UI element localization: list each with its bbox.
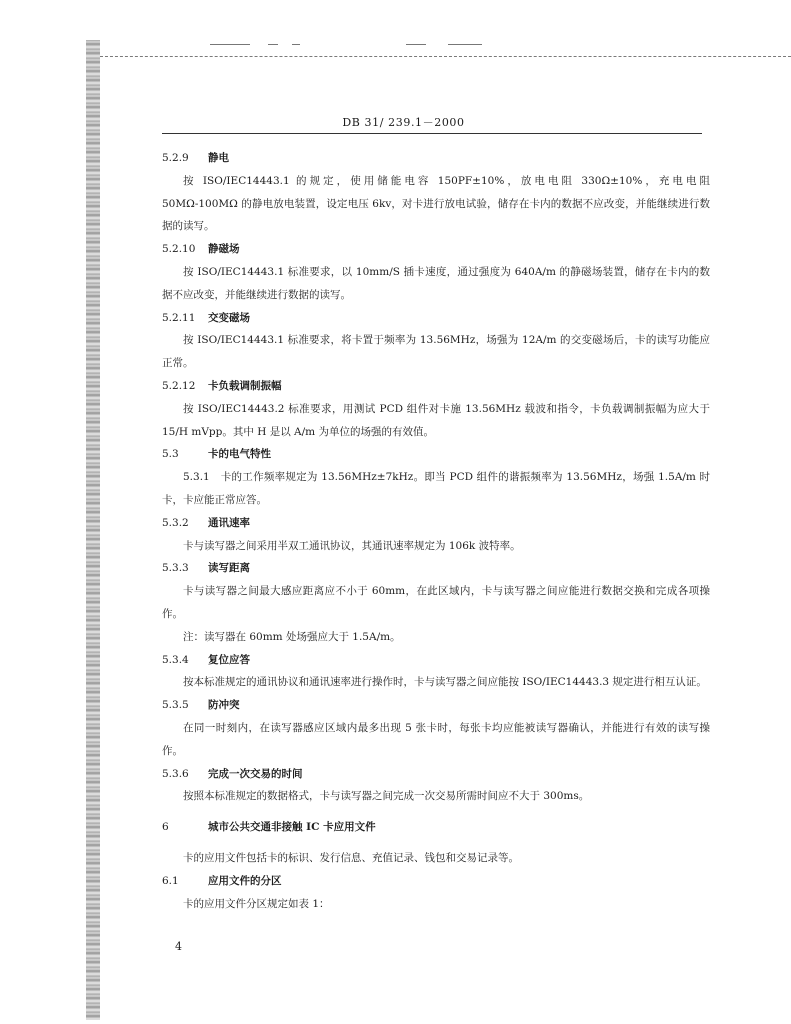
body-paragraph: 按本标准规定的通讯协议和通讯速率进行操作时，卡与读写器之间应能按 ISO/IEC14443.3 规定进行相互认证。	[183, 676, 707, 689]
body-paragraph: 在同一时刻内，在读写器感应区域内最多出现 5 张卡时，每张卡均应能被读写器确认，并能进行有效的读写操作。	[162, 721, 710, 757]
clause-title: 应用文件的分区	[208, 874, 282, 887]
clause-heading	[162, 307, 710, 330]
body-paragraph: 卡与读写器之间采用半双工通讯协议，其通讯速率规定为 106k 波特率。	[183, 539, 521, 552]
clause-number: 5.3.6	[162, 767, 189, 780]
body-paragraph: 卡与读写器之间最大感应距离应不小于 60mm，在此区域内，卡与读写器之间应能进行数据交换和完成各项操作。	[162, 585, 710, 620]
clause-number: 5.2.10	[162, 243, 196, 256]
clause-number: 5.3.2	[162, 516, 189, 529]
clause-heading	[162, 557, 710, 580]
header-rule	[162, 133, 702, 134]
body-paragraph: 按 ISO/IEC14443.2 标准要求，用测试 PCD 组件对卡施 13.56MHz 载波和指令，卡负载调制振幅为应大于 15/H mVpp。其中 H 是以 A/m 为单位的场强的有效值。	[162, 402, 710, 438]
clause-title: 复位应答	[208, 653, 250, 666]
clause-title: 城市公共交通非接触 IC 卡应用文件	[208, 821, 376, 834]
clause-number: 5.2.9	[162, 152, 189, 164]
clause-title: 卡的电气特性	[208, 448, 271, 461]
document-body	[162, 147, 710, 915]
clause-heading	[162, 763, 710, 786]
clause-heading	[162, 443, 710, 466]
body-paragraph: 按 ISO/IEC14443.1 标准要求，将卡置于频率为 13.56MHz，场强为 12A/m 的交变磁场后，卡的读写功能应正常。	[162, 334, 710, 370]
clause-heading	[162, 238, 710, 261]
clause-title: 防冲突	[208, 699, 240, 712]
clause-title: 静电	[208, 152, 229, 164]
scan-top-marks	[210, 44, 500, 48]
clause-title: 卡负载调制振幅	[208, 379, 282, 392]
body-paragraph: 按 ISO/IEC14443.1 的规定，使用储能电容 150PF±10%，放电电阻 330Ω±10%，充电电阻 50MΩ-100MΩ 的静电放电装置，设定电压 6kv，对卡进行放电试验，储存在卡内的数据不应改变，并能继续进行数据的读写。	[162, 174, 710, 233]
clause-heading	[162, 512, 710, 535]
clause-title: 交变磁场	[208, 311, 250, 324]
clause-heading	[162, 870, 710, 893]
scan-binding-edge	[86, 40, 100, 1020]
clause-title: 静磁场	[208, 243, 240, 256]
clause-number: 5.3	[162, 448, 179, 461]
page-number: 4	[175, 940, 182, 953]
clause-number: 5.3.3	[162, 562, 189, 575]
clause-title: 完成一次交易的时间	[208, 767, 303, 780]
body-paragraph: 5.3.1 卡的工作频率规定为 13.56MHz±7kHz。即当 PCD 组件的谐振频率为 13.56MHz，场强 1.5A/m 时卡，卡应能正常应答。	[162, 471, 710, 506]
clause-number: 6	[162, 821, 169, 834]
body-paragraph: 注：读写器在 60mm 处场强应大于 1.5A/m。	[183, 630, 401, 643]
clause-title: 读写距离	[208, 562, 250, 575]
clause-number: 6.1	[162, 874, 179, 887]
body-paragraph: 按 ISO/IEC14443.1 标准要求，以 10mm/S 插卡速度，通过强度为 640A/m 的静磁场装置，储存在卡内的数据不应改变，并能继续进行数据的读写。	[162, 265, 710, 301]
clause-number: 5.3.5	[162, 699, 189, 712]
clause-heading	[162, 375, 710, 398]
clause-heading	[162, 694, 710, 717]
clause-number: 5.2.11	[162, 311, 196, 324]
clause-number: 5.3.4	[162, 653, 189, 666]
clause-heading	[162, 147, 710, 170]
body-paragraph: 卡的应用文件包括卡的标识、发行信息、充值记录、钱包和交易记录等。	[183, 851, 519, 864]
standard-number-header: DB 31/ 239.1－2000	[342, 116, 465, 129]
body-paragraph: 卡的应用文件分区规定如表 1：	[183, 897, 330, 910]
body-paragraph: 按照本标准规定的数据格式，卡与读写器之间完成一次交易所需时间应不大于 300ms。	[183, 790, 590, 803]
section-heading	[162, 816, 710, 839]
scan-top-rule	[100, 56, 791, 57]
clause-number: 5.2.12	[162, 379, 196, 392]
clause-heading	[162, 649, 710, 672]
clause-title: 通讯速率	[208, 516, 250, 529]
